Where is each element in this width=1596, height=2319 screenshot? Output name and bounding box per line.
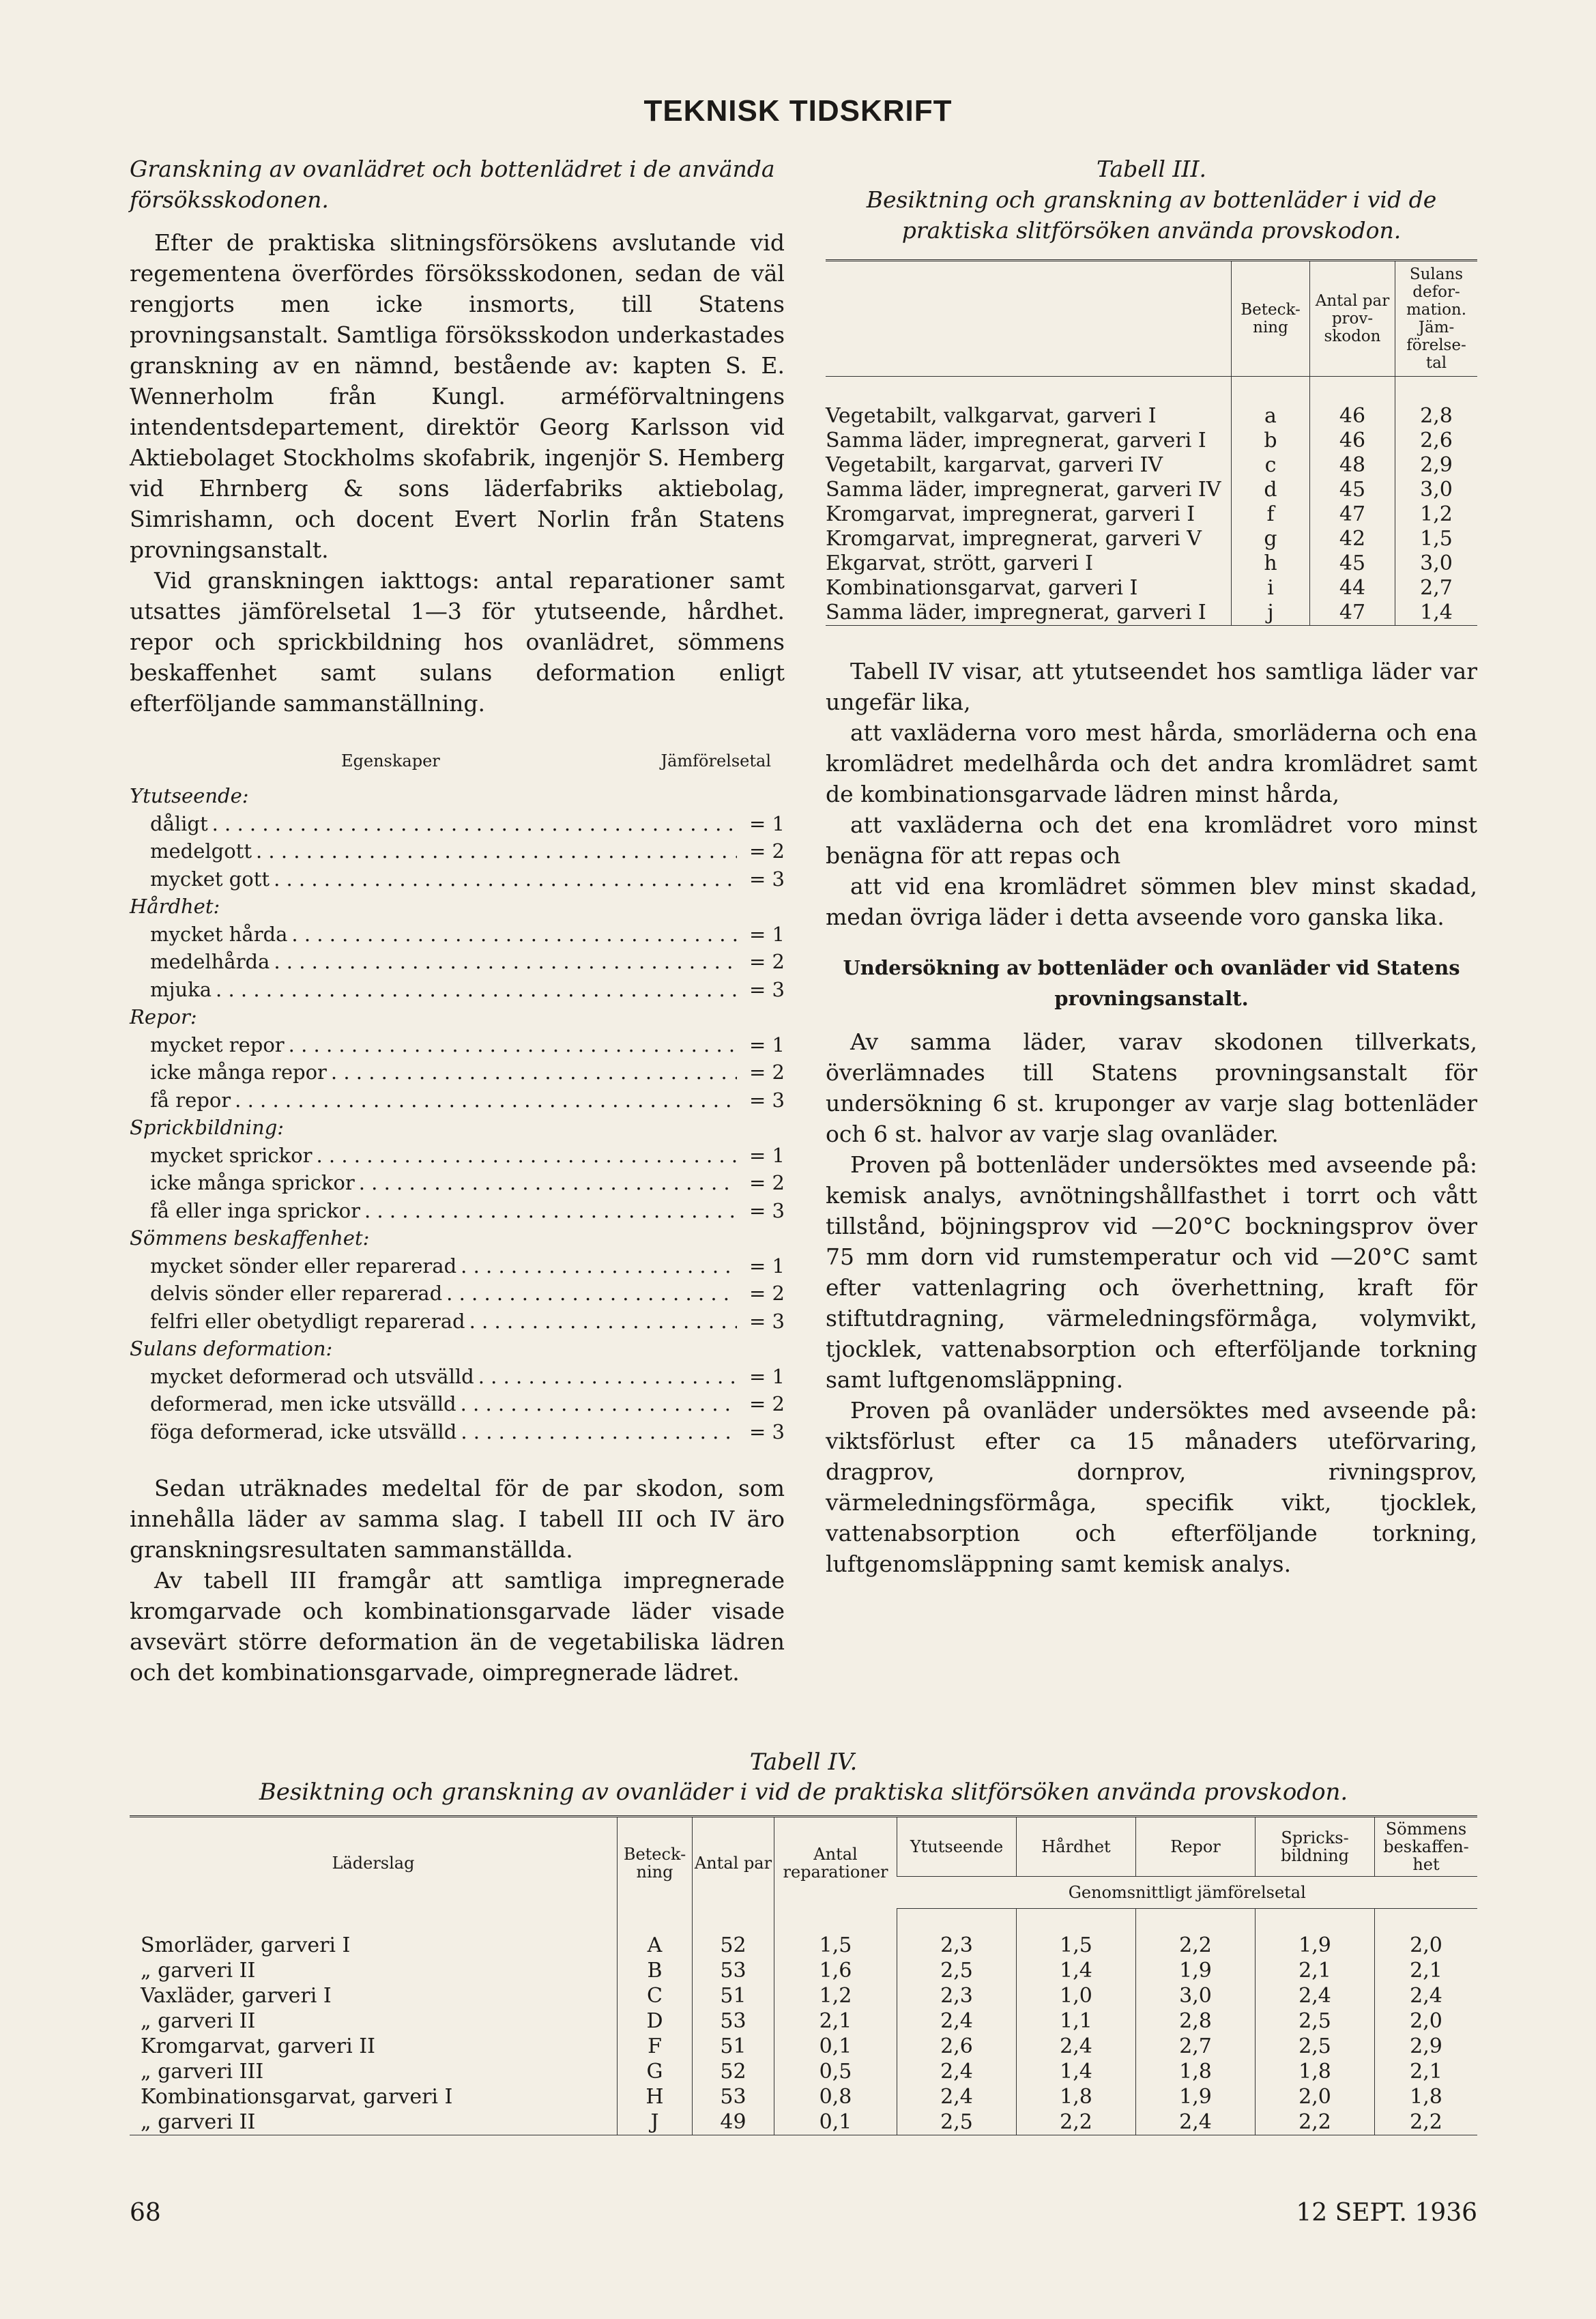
table3-cell-def: 2,6: [1395, 429, 1478, 453]
property-item: [130, 1086, 785, 1114]
property-value: = 3: [749, 1309, 785, 1333]
property-value: = 1: [749, 1254, 785, 1278]
property-value: = 3: [749, 977, 785, 1001]
property-label: få eller inga sprickor: [150, 1198, 360, 1222]
section-heading: Granskning av ovanlädret och bottenlädret i de använda försöksskodonen.: [130, 156, 775, 213]
properties-header-right: Jämförelsetal: [661, 751, 771, 770]
property-value: = 1: [749, 811, 785, 835]
table4-subheader: Genomsnittligt jämförelsetal: [897, 1877, 1478, 1909]
table3-cell-code: a: [1232, 377, 1310, 429]
table4-header-cell: Beteck-ning: [618, 1817, 693, 1909]
table4-cell-hard: 1,5: [1017, 1909, 1136, 1959]
table4-cell-rep: 1,6: [774, 1958, 897, 1983]
table4-cell-rep: 1,5: [774, 1909, 897, 1959]
table4-cell-hard: 1,0: [1017, 1983, 1136, 2008]
property-value: = 2: [749, 1392, 785, 1415]
leader-dots: [465, 1308, 737, 1336]
table3-cell-label: Ekgarvat, strött, garveri I: [826, 551, 1093, 575]
property-item: [130, 1363, 785, 1391]
property-label: medelhårda: [150, 950, 270, 973]
table4-cell-pairs: 53: [693, 2084, 774, 2109]
table3-row: [826, 453, 1477, 478]
property-item: [130, 1058, 785, 1086]
table3-cell-label: Samma läder, impregnerat, garveri IV: [826, 478, 1221, 502]
table4-cell-repor: 1,8: [1136, 2059, 1256, 2084]
property-value: = 1: [749, 1143, 785, 1167]
leader-dots: [287, 921, 737, 949]
table3-cell-label: Vegetabilt, valkgarvat, garveri I: [826, 404, 1157, 428]
paragraph: Vid granskningen iakttogs: antal reparationer samt utsattes jämförelsetal 1—3 för ytutseende, hårdhet. repor och sprickbildning hos ovanlädret, sömmens beskaffenhet samt sulans deformation enligt efterföljande sammanställning.: [130, 567, 785, 717]
properties-header-left: Egenskaper: [341, 751, 440, 770]
table4-cell-som: 2,4: [1375, 1983, 1478, 2008]
table4-cell-hard: 2,4: [1017, 2034, 1136, 2059]
leader-dots: [456, 1418, 737, 1446]
table4-row: [130, 1909, 1477, 1959]
table4-header-cell: Spricks-bildning: [1256, 1817, 1375, 1877]
table3-cell-def: 1,5: [1395, 527, 1478, 551]
table3-cell-code: c: [1232, 453, 1310, 478]
paragraph: att vaxläderna voro mest hårda, smorläderna och ena kromlädret medelhårda och det andra kromlädret samt de kombinationsgarvade lädren minst hårda,: [826, 719, 1477, 807]
leader-dots: [474, 1363, 737, 1391]
table3-header-row: [826, 261, 1477, 377]
table4-cell-yt: 2,3: [897, 1983, 1017, 2008]
table4-row: [130, 2109, 1477, 2135]
table4-cell-code: A: [618, 1909, 693, 1959]
table4-cell-code: C: [618, 1983, 693, 2008]
table4-cell-label: Kromgarvat, garveri II: [141, 2034, 375, 2058]
table3-title: Tabell III.: [1097, 156, 1206, 182]
property-value: = 3: [749, 1420, 785, 1443]
property-category: Ytutseende:: [130, 784, 249, 807]
property-item: [130, 1252, 785, 1280]
paragraph: att vaxläderna och det ena kromlädret voro minst benägna för att repas och: [826, 811, 1477, 869]
table4-cell-code: F: [618, 2034, 693, 2059]
table3-cell-pairs: 46: [1310, 377, 1395, 429]
table3-cell-pairs: 47: [1310, 502, 1395, 527]
table3-cell-def: 3,0: [1395, 478, 1478, 502]
table3-cell-pairs: 48: [1310, 453, 1395, 478]
property-label: medelgott: [150, 839, 252, 863]
table3-row: [826, 478, 1477, 502]
leader-dots: [456, 1390, 737, 1418]
table4-cell-som: 2,2: [1375, 2109, 1478, 2135]
paragraph: att vid ena kromlädret sömmen blev minst skadad, medan övriga läder i detta avseende voro ganska lika.: [826, 873, 1477, 930]
table3-cell-def: 2,9: [1395, 453, 1478, 478]
paragraph: Av samma läder, varav skodonen tillverkats, överlämnades till Statens provningsanstalt för undersökning 6 st. kruponger av varje slag bottenläder och 6 st. halvor av varje slag ovanläder.: [826, 1028, 1477, 1147]
table3-row: [826, 576, 1477, 601]
table4-header-cell: Läderslag: [332, 1853, 415, 1873]
leader-dots: [327, 1058, 737, 1086]
leader-dots: [285, 1031, 737, 1059]
table3-cell-pairs: 46: [1310, 429, 1395, 453]
table4-cell-spr: 2,4: [1256, 1983, 1375, 2008]
table4-cell-hard: 1,4: [1017, 1958, 1136, 1983]
property-value: = 1: [749, 1364, 785, 1388]
table4-cell-som: 2,1: [1375, 2059, 1478, 2084]
table4-cell-pairs: 52: [693, 1909, 774, 1959]
table3-cell-pairs: 47: [1310, 601, 1395, 626]
table4-cell-repor: 2,8: [1136, 2008, 1256, 2034]
page-number: 68: [130, 2199, 161, 2227]
property-value: = 3: [749, 867, 785, 891]
property-category: Sömmens beskaffenhet:: [130, 1226, 370, 1250]
property-label: mjuka: [150, 977, 212, 1001]
table4-cell-spr: 2,5: [1256, 2008, 1375, 2034]
table3-header-cell: Beteck-ning: [1232, 261, 1310, 377]
property-value: = 2: [749, 1282, 785, 1305]
leader-dots: [252, 837, 737, 865]
property-label: mycket sönder eller reparerad: [150, 1254, 457, 1278]
table4-cell-som: 2,9: [1375, 2034, 1478, 2059]
table3-cell-label: Kromgarvat, impregnerat, garveri V: [826, 527, 1202, 551]
table4-cell-som: 2,1: [1375, 1958, 1478, 1983]
table4-cell-code: G: [618, 2059, 693, 2084]
table4-cell-label: Vaxläder, garveri I: [141, 1984, 332, 2008]
property-value: = 1: [749, 922, 785, 946]
table4-cell-pairs: 52: [693, 2059, 774, 2084]
property-label: felfri eller obetydligt reparerad: [150, 1309, 465, 1333]
table4-cell-label: „ garveri II: [141, 1959, 256, 1983]
table3-header-cell: Antal par prov-skodon: [1310, 261, 1395, 377]
table3-row: [826, 601, 1477, 626]
table3-cell-code: b: [1232, 429, 1310, 453]
property-value: = 1: [749, 1033, 785, 1056]
table4-row: [130, 2008, 1477, 2034]
property-category: Sulans deformation:: [130, 1337, 333, 1360]
table4-cell-rep: 1,2: [774, 1983, 897, 2008]
table3-caption: Besiktning och granskning av bottenläder i vid de praktiska slitförsöken använda provskodon.: [866, 186, 1437, 244]
table4-cell-rep: 0,1: [774, 2109, 897, 2135]
table4-cell-yt: 2,4: [897, 2084, 1017, 2109]
table4-cell-hard: 1,8: [1017, 2084, 1136, 2109]
property-item: [130, 921, 785, 949]
table4-title: Tabell IV.: [749, 1748, 858, 1776]
table3-row: [826, 551, 1477, 576]
paragraph: Proven på ovanläder undersöktes med avseende på: viktsförlust efter ca 15 månaders uteförvaring, dragprov, dornprov, rivningsprov, värmeledningsförmåga, specifik vikt, tjocklek, vattenabsorption och efterföljande torkning, luftgenomsläppning samt kemisk analys.: [826, 1397, 1477, 1577]
table4-cell-repor: 2,4: [1136, 2109, 1256, 2135]
table4-cell-label: Kombinationsgarvat, garveri I: [141, 2085, 453, 2109]
table3-cell-pairs: 45: [1310, 478, 1395, 502]
table4-cell-yt: 2,3: [897, 1909, 1017, 1959]
table4-cell-rep: 0,8: [774, 2084, 897, 2109]
table3-cell-code: f: [1232, 502, 1310, 527]
table3-header-cell: Sulans defor-mation. Jäm-förelse-tal: [1395, 261, 1478, 377]
table3-header-cell: [826, 261, 1232, 377]
property-label: dåligt: [150, 811, 208, 835]
table4-cell-repor: 2,7: [1136, 2034, 1256, 2059]
table4-cell-rep: 0,1: [774, 2034, 897, 2059]
table3-cell-def: 3,0: [1395, 551, 1478, 576]
table4-header-cell: Antal reparationer: [774, 1817, 897, 1909]
property-item: [130, 810, 785, 838]
table3-cell-pairs: 44: [1310, 576, 1395, 601]
property-label: delvis sönder eller reparerad: [150, 1282, 443, 1305]
table3-cell-label: Kromgarvat, impregnerat, garveri I: [826, 502, 1195, 526]
property-item: [130, 1197, 785, 1225]
table4-cell-pairs: 51: [693, 2034, 774, 2059]
table4-row: [130, 2084, 1477, 2109]
left-column: [130, 154, 785, 1688]
property-label: deformerad, men icke utsvälld: [150, 1392, 456, 1415]
table4-cell-spr: 2,2: [1256, 2109, 1375, 2135]
table4-cell-repor: 1,9: [1136, 1958, 1256, 1983]
table4-header-cell: Hårdhet: [1017, 1817, 1136, 1877]
table4-cell-repor: 1,9: [1136, 2084, 1256, 2109]
property-label: mycket deformerad och utsvälld: [150, 1364, 474, 1388]
table4-cell-yt: 2,5: [897, 2109, 1017, 2135]
property-value: = 2: [749, 839, 785, 863]
table3-cell-label: Vegetabilt, kargarvat, garveri IV: [826, 453, 1163, 477]
table4-cell-label: Smorläder, garveri I: [141, 1933, 351, 1957]
table3-cell-code: j: [1232, 601, 1310, 626]
leader-dots: [442, 1280, 737, 1308]
leader-dots: [208, 810, 737, 838]
table3-cell-label: Samma läder, impregnerat, garveri I: [826, 601, 1232, 626]
property-item: [130, 837, 785, 865]
table4-cell-som: 2,0: [1375, 1909, 1478, 1959]
table4-cell-label: „ garveri III: [141, 2060, 264, 2084]
leader-dots: [212, 976, 737, 1004]
table3-row: [826, 429, 1477, 453]
subheading: Undersökning av bottenläder och ovanläder vid Statens provningsanstalt.: [843, 956, 1460, 1010]
table4-cell-hard: 1,4: [1017, 2059, 1136, 2084]
table3-cell-code: d: [1232, 478, 1310, 502]
table3-cell-pairs: 42: [1310, 527, 1395, 551]
leader-dots: [355, 1169, 737, 1197]
paragraph: Sedan uträknades medeltal för de par skodon, som innehålla läder av samma slag. I tabell III och IV äro granskningsresultaten sammanställda.: [130, 1475, 785, 1563]
property-label: mycket sprickor: [150, 1143, 313, 1167]
table4-cell-hard: 1,1: [1017, 2008, 1136, 2034]
table4-cell-spr: 1,9: [1256, 1909, 1375, 1959]
table3-cell-def: 2,8: [1395, 377, 1478, 429]
table3: [826, 259, 1477, 626]
table4-cell-som: 2,0: [1375, 2008, 1478, 2034]
property-value: = 2: [749, 1171, 785, 1194]
table3-cell-def: 1,4: [1395, 601, 1478, 626]
properties-list: [130, 782, 785, 1445]
table3-cell-pairs: 45: [1310, 551, 1395, 576]
issue-date: 12 SEPT. 1936: [1296, 2199, 1477, 2227]
paragraph: Av tabell III framgår att samtliga impregnerade kromgarvade och kombinationsgarvade läder visade avsevärt större deformation än de vegetabiliska lädren och det kombinationsgarvade, oimpregnerade lädret.: [130, 1567, 785, 1686]
table4-cell-spr: 2,1: [1256, 1958, 1375, 1983]
property-item: [130, 976, 785, 1004]
properties-header: [130, 746, 785, 777]
table4-row: [130, 1958, 1477, 1983]
property-category: Sprickbildning:: [130, 1116, 285, 1139]
property-item: [130, 1142, 785, 1170]
property-category: Repor:: [130, 1005, 197, 1028]
property-value: = 3: [749, 1088, 785, 1112]
table4-row: [130, 2059, 1477, 2084]
property-label: få repor: [150, 1088, 231, 1112]
table4-cell-repor: 3,0: [1136, 1983, 1256, 2008]
table4-cell-spr: 2,0: [1256, 2084, 1375, 2109]
table4-cell-pairs: 51: [693, 1983, 774, 2008]
table4-cell-yt: 2,5: [897, 1958, 1017, 1983]
table3-cell-code: h: [1232, 551, 1310, 576]
property-item: [130, 1280, 785, 1308]
table4-header-cell: Repor: [1136, 1817, 1256, 1877]
paragraph: Efter de praktiska slitningsförsökens avslutande vid regementena överfördes försöksskodonen, sedan de väl rengjorts men icke insmorts, till Statens provningsanstalt. Samtliga försöksskodon underkastades granskning av en nämnd, bestående av: kapten S. E. Wennerholm från Kungl. arméförvaltningens intendentsdepartement, direktör Georg Karlsson vid Aktiebolaget Stockholms skofabrik, ingenjör S. Hemberg vid Ehrnberg & sons läderfabriks aktiebolag, Simrishamn, och docent Evert Norlin från Statens provningsanstalt.: [130, 229, 785, 563]
table4-cell-pairs: 53: [693, 2008, 774, 2034]
table4-cell-code: D: [618, 2008, 693, 2034]
masthead: TEKNISK TIDSKRIFT: [643, 94, 953, 128]
property-category: Hårdhet:: [130, 895, 220, 918]
property-value: = 2: [749, 950, 785, 973]
paragraph: Tabell IV visar, att ytutseendet hos samtliga läder var ungefär lika,: [826, 658, 1477, 715]
table4-section: [130, 1747, 1477, 2135]
table4-cell-code: J: [618, 2109, 693, 2135]
table4-cell-hard: 2,2: [1017, 2109, 1136, 2135]
leader-dots: [456, 1252, 737, 1280]
table4-cell-label: „ garveri II: [141, 2009, 256, 2033]
table4-cell-rep: 2,1: [774, 2008, 897, 2034]
table4-cell-repor: 2,2: [1136, 1909, 1256, 1959]
table4-header-cell: Antal par: [693, 1817, 774, 1909]
property-item: [130, 1418, 785, 1446]
table4: [130, 1815, 1477, 2135]
table4-cell-yt: 2,6: [897, 2034, 1017, 2059]
property-item: [130, 1308, 785, 1336]
property-item: [130, 1031, 785, 1059]
table4-cell-label: „ garveri II: [141, 2110, 256, 2134]
property-label: icke många repor: [150, 1061, 327, 1084]
table3-cell-code: g: [1232, 527, 1310, 551]
leader-dots: [360, 1197, 737, 1225]
table4-cell-spr: 1,8: [1256, 2059, 1375, 2084]
table4-caption: Besiktning och granskning av ovanläder i vid de praktiska slitförsöken använda provskodon.: [259, 1778, 1348, 1806]
table3-row: [826, 377, 1477, 429]
table3-cell-code: i: [1232, 576, 1310, 601]
table4-header-row: [130, 1817, 1477, 1877]
table3-cell-def: 1,2: [1395, 502, 1478, 527]
table4-cell-pairs: 53: [693, 1958, 774, 1983]
property-label: mycket repor: [150, 1033, 285, 1056]
table4-cell-pairs: 49: [693, 2109, 774, 2135]
table3-row: [826, 502, 1477, 527]
right-column: [826, 154, 1477, 1579]
table4-cell-yt: 2,4: [897, 2008, 1017, 2034]
property-item: [130, 865, 785, 893]
table4-header-cell: Sömmens beskaffen-het: [1375, 1817, 1478, 1877]
table4-cell-yt: 2,4: [897, 2059, 1017, 2084]
property-item: [130, 1390, 785, 1418]
table3-cell-def: 2,7: [1395, 576, 1478, 601]
property-label: icke många sprickor: [150, 1171, 355, 1194]
paragraph: Proven på bottenläder undersöktes med avseende på: kemisk analys, avnötningshållfasthet i torrt och vått tillstånd, böjningsprov vid —20°C bockningsprov över 75 mm dorn vid rumstemperatur och vid —20°C samt efter vattenlagring och överhettning, kraft för stiftutdragning, värmeledningsförmåga, volymvikt, tjocklek, vattenabsorption och efterföljande torkning samt luftgenomsläppning.: [826, 1151, 1477, 1393]
table4-cell-code: B: [618, 1958, 693, 1983]
property-label: mycket gott: [150, 867, 270, 891]
property-label: mycket hårda: [150, 922, 288, 946]
property-item: [130, 1169, 785, 1197]
property-label: föga deformerad, icke utsvälld: [150, 1420, 457, 1443]
property-value: = 2: [749, 1061, 785, 1084]
table4-header-cell: Ytutseende: [897, 1817, 1017, 1877]
property-value: = 3: [749, 1198, 785, 1222]
table4-row: [130, 1983, 1477, 2008]
table3-cell-label: Kombinationsgarvat, garveri I: [826, 576, 1138, 600]
leader-dots: [312, 1142, 737, 1170]
property-item: [130, 948, 785, 976]
leader-dots: [231, 1086, 737, 1114]
table3-cell-label: Samma läder, impregnerat, garveri I: [826, 429, 1206, 452]
leader-dots: [270, 948, 737, 976]
table4-cell-spr: 2,5: [1256, 2034, 1375, 2059]
leader-dots: [270, 865, 737, 893]
table4-cell-code: H: [618, 2084, 693, 2109]
table4-cell-rep: 0,5: [774, 2059, 897, 2084]
table4-row: [130, 2034, 1477, 2059]
table4-cell-som: 1,8: [1375, 2084, 1478, 2109]
table3-row: [826, 527, 1477, 551]
